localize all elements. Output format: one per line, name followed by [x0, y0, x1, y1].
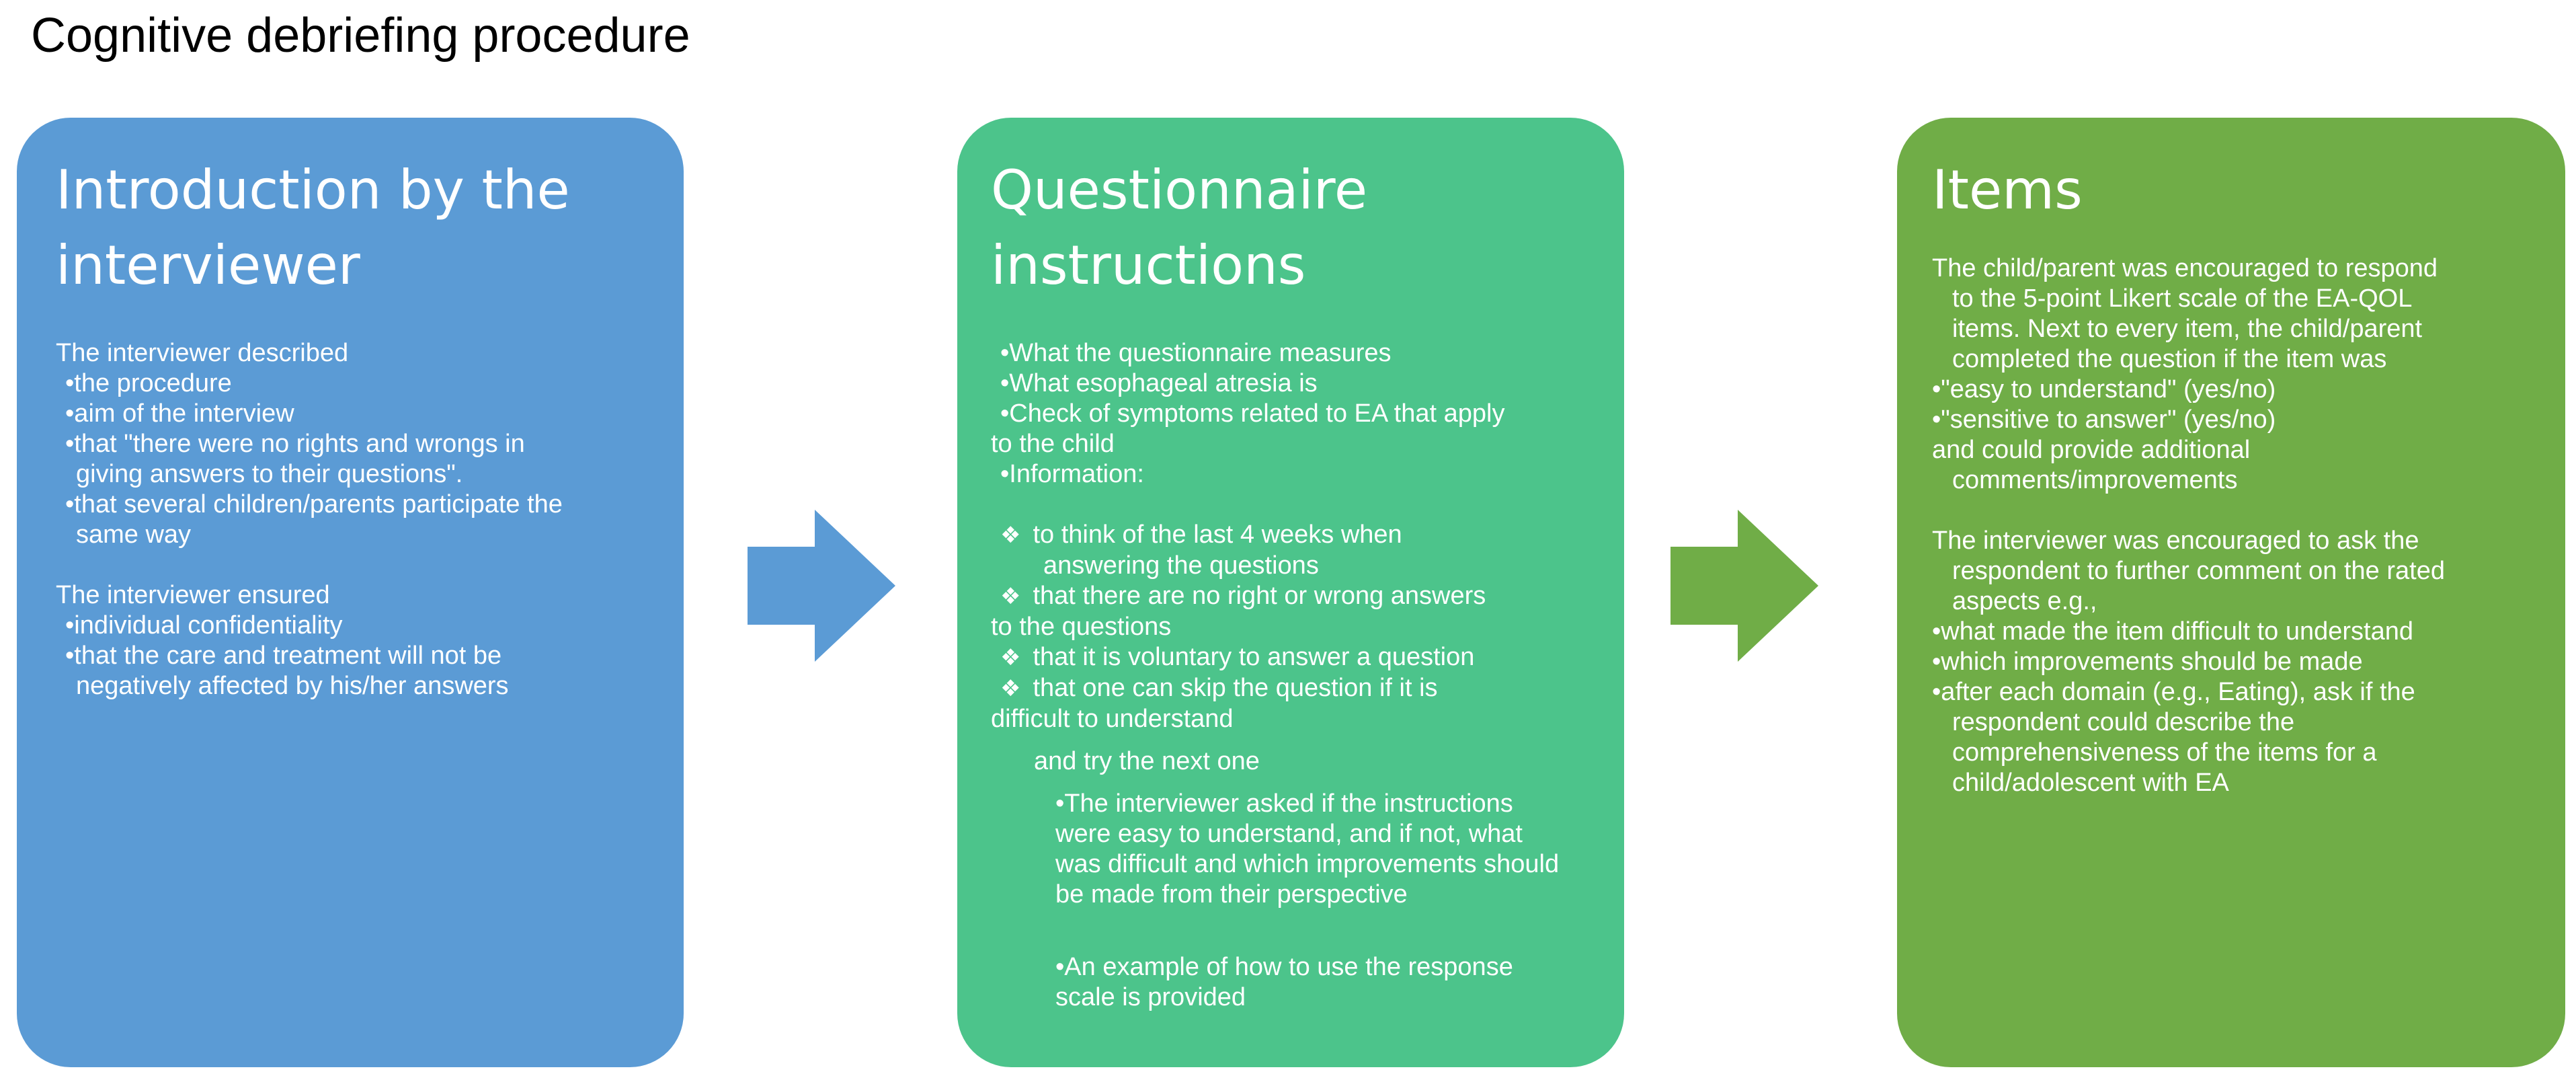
text-line: completed the question if the item was [1952, 345, 2387, 373]
text-line: items. Next to every item, the child/parent [1952, 315, 2423, 343]
list-item-continued: difficult to understand [991, 705, 1234, 733]
text-line: The interviewer was encouraged to ask the [1932, 527, 2419, 555]
diamond-bullet-icon: ❖ [1000, 523, 1021, 548]
questionnaire-title [991, 153, 1597, 303]
list-item-continued: to the child [991, 430, 1115, 458]
list-item: that it is voluntary to answer a question [1033, 643, 1475, 671]
list-item: •An example of how to use the response [1055, 953, 1513, 981]
list-item: that one can skip the question if it is [1033, 674, 1438, 702]
list-item-continued: were easy to understand, and if not, what [1055, 820, 1523, 848]
questionnaire-title-line1: Questionnaire [991, 159, 1368, 221]
items-body [1932, 254, 2538, 798]
list-item-continued: scale is provided [1055, 983, 1246, 1011]
diamond-bullet-icon: ❖ [1000, 645, 1021, 670]
list-item: •what made the item difficult to understand [1932, 617, 2414, 646]
list-item: •"easy to understand" (yes/no) [1932, 375, 2276, 403]
text-line: The interviewer described [56, 339, 349, 367]
list-item-continued: comprehensiveness of the items for a [1952, 738, 2377, 767]
list-item-continued: negatively affected by his/her answers [76, 672, 509, 700]
list-item: •individual confidentiality [65, 611, 343, 640]
introduction-body [56, 338, 657, 701]
list-item-continued: giving answers to their questions". [76, 460, 463, 488]
introduction-title-line1: Introduction by the [56, 159, 570, 221]
text-line: to the 5-point Likert scale of the EA-QOL [1952, 284, 2413, 313]
list-item: •"sensitive to answer" (yes/no) [1932, 405, 2276, 434]
list-item: •What esophageal atresia is [1000, 369, 1318, 397]
list-item: •that "there were no rights and wrongs in [65, 430, 525, 458]
text-line: respondent to further comment on the rated [1952, 557, 2445, 585]
list-item: •the procedure [65, 369, 232, 397]
list-item: that there are no right or wrong answers [1033, 582, 1486, 610]
list-item-continued: child/adolescent with EA [1952, 769, 2229, 797]
text-line: The interviewer ensured [56, 581, 330, 609]
list-item: to think of the last 4 weeks when [1033, 520, 1402, 549]
text-line: aspects e.g., [1952, 587, 2097, 615]
arrow-right-icon [1671, 510, 1818, 662]
questionnaire-body [991, 338, 1597, 1013]
introduction-title-line2: interviewer [56, 234, 360, 297]
diamond-bullet-icon: ❖ [1000, 584, 1021, 609]
list-item-continued: and try the next one [1034, 747, 1260, 775]
text-line: and could provide additional [1932, 436, 2251, 464]
list-item: •Check of symptoms related to EA that apply [1000, 399, 1505, 428]
list-item: •The interviewer asked if the instructions [1055, 789, 1513, 818]
list-item: •that several children/parents participate the [65, 490, 563, 518]
list-item: •that the care and treatment will not be [65, 642, 502, 670]
introduction-box [17, 118, 684, 1067]
diamond-bullet-icon: ❖ [1000, 676, 1021, 701]
list-item-continued: to the questions [991, 613, 1172, 641]
introduction-title [56, 153, 657, 303]
page-title: Cognitive debriefing procedure [31, 9, 690, 63]
questionnaire-instructions-box [957, 118, 1624, 1067]
list-item-continued: answering the questions [1043, 551, 1319, 580]
list-item: •aim of the interview [65, 399, 294, 428]
text-line: The child/parent was encouraged to respond [1932, 254, 2438, 282]
list-item-continued: respondent could describe the [1952, 708, 2295, 736]
list-item: •Information: [1000, 460, 1144, 488]
list-item-continued: be made from their perspective [1055, 880, 1408, 909]
list-item-continued: same way [76, 520, 192, 549]
items-box [1897, 118, 2565, 1067]
questionnaire-title-line2: instructions [991, 234, 1306, 297]
list-item: •which improvements should be made [1932, 648, 2363, 676]
text-line: comments/improvements [1952, 466, 2238, 494]
list-item: •What the questionnaire measures [1000, 339, 1392, 367]
items-title: Items [1932, 159, 2083, 221]
arrow-right-icon [748, 510, 895, 662]
list-item-continued: was difficult and which improvements should [1055, 850, 1560, 878]
list-item: •after each domain (e.g., Eating), ask if the [1932, 678, 2415, 706]
